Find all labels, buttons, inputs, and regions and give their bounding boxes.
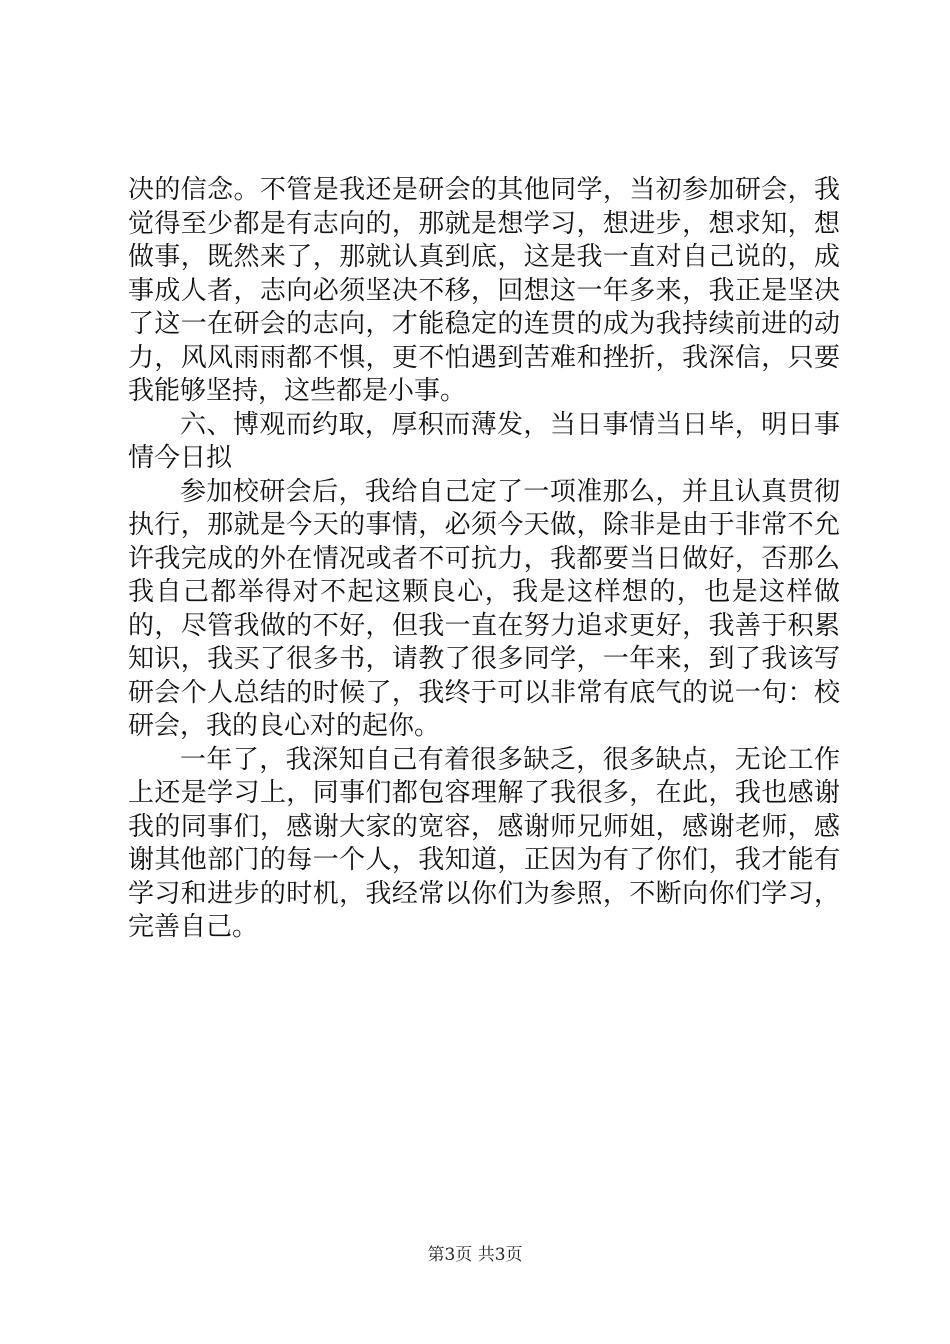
paragraph-gratitude: 一年了，我深知自己有着很多缺乏，很多缺点，无论工作上还是学习上，同事们都包容理解了我很多，在此，我也感谢我的同事们，感谢大家的宽容，感谢师兄师姐，感谢老师，感谢其他部门的每一个人，我知道，正因为有了你们，我才能有学习和进步的时机，我经常以你们为参照，不断向你们学习，完善自己。	[128, 744, 840, 942]
page-number-footer: 第3页 共3页	[427, 1245, 523, 1265]
document-body	[128, 174, 840, 945]
paragraph-daily-tasks: 参加校研会后，我给自己定了一项准那么，并且认真贯彻执行，那就是今天的事情，必须今天做，除非是由于非常不允许我完成的外在情况或者不可抗力，我都要当日做好，否那么我自己都举得对不起这颗良心，我是这样想的，也是这样做的，尽管我做的不好，但我一直在努力追求更好，我善于积累知识，我买了很多书，请教了很多同学，一年来，到了我该写研会个人总结的时候了，我终于可以非常有底气的说一句：校研会，我的良心对的起你。	[128, 476, 840, 741]
section-heading-six: 六、博观而约取，厚积而薄发，当日事情当日毕，明日事情今日拟	[128, 409, 840, 473]
paragraph-continuation: 决的信念。不管是我还是研会的其他同学，当初参加研会，我觉得至少都是有志向的，那就是想学习，想进步，想求知，想做事，既然来了，那就认真到底，这是我一直对自己说的，成事成人者，志向必须坚决不移，回想这一年多来，我正是坚决了这一在研会的志向，才能稳定的连贯的成为我持续前进的动力，风风雨雨都不惧，更不怕遇到苦难和挫折，我深信，只要我能够坚持，这些都是小事。	[128, 175, 840, 406]
